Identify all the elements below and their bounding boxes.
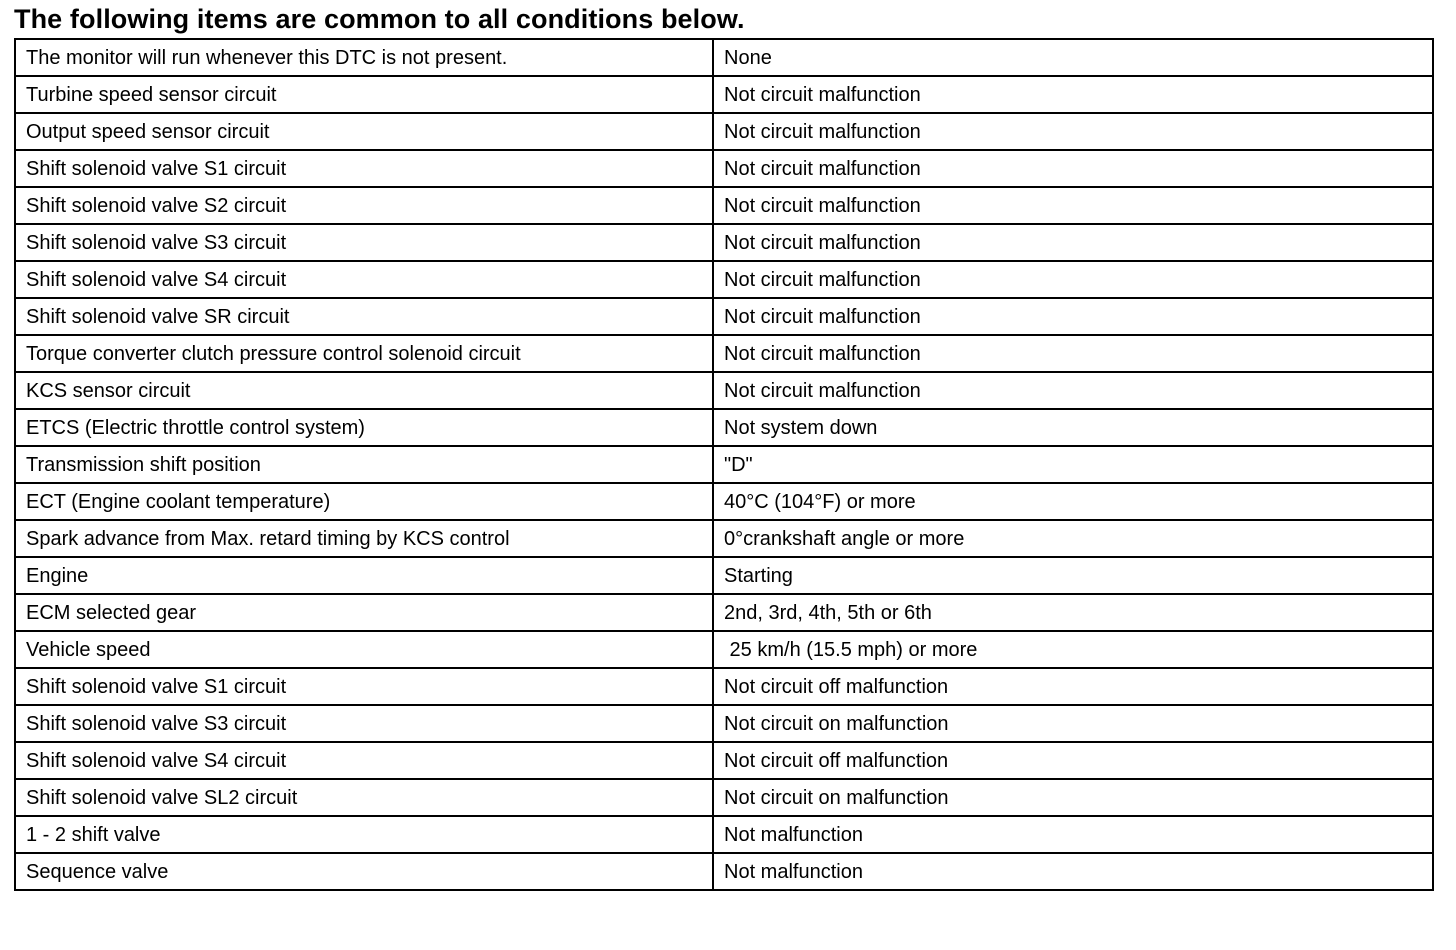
table-row bbox=[15, 483, 1433, 520]
condition-cell: Not malfunction bbox=[713, 816, 1433, 853]
condition-cell: 25 km/h (15.5 mph) or more bbox=[713, 631, 1433, 668]
item-cell: 1 - 2 shift valve bbox=[15, 816, 713, 853]
table-row bbox=[15, 446, 1433, 483]
table-row bbox=[15, 372, 1433, 409]
item-cell: Shift solenoid valve S1 circuit bbox=[15, 668, 713, 705]
item-cell: Sequence valve bbox=[15, 853, 713, 890]
item-cell: Shift solenoid valve S3 circuit bbox=[15, 224, 713, 261]
item-cell: Shift solenoid valve S4 circuit bbox=[15, 261, 713, 298]
condition-cell: 40°C (104°F) or more bbox=[713, 483, 1433, 520]
condition-cell: Not circuit on malfunction bbox=[713, 705, 1433, 742]
condition-cell: Not circuit malfunction bbox=[713, 335, 1433, 372]
table-row bbox=[15, 335, 1433, 372]
item-cell: Shift solenoid valve S2 circuit bbox=[15, 187, 713, 224]
condition-cell: Not malfunction bbox=[713, 853, 1433, 890]
table-row bbox=[15, 150, 1433, 187]
item-cell: ETCS (Electric throttle control system) bbox=[15, 409, 713, 446]
table-row bbox=[15, 187, 1433, 224]
page-title: The following items are common to all conditions below. bbox=[14, 4, 745, 34]
table-row bbox=[15, 298, 1433, 335]
item-cell: KCS sensor circuit bbox=[15, 372, 713, 409]
item-cell: Output speed sensor circuit bbox=[15, 113, 713, 150]
condition-cell: Not circuit malfunction bbox=[713, 113, 1433, 150]
table-row bbox=[15, 409, 1433, 446]
conditions-table bbox=[14, 38, 1434, 891]
table-row bbox=[15, 39, 1433, 76]
condition-cell: Not circuit malfunction bbox=[713, 372, 1433, 409]
item-cell: Spark advance from Max. retard timing by KCS control bbox=[15, 520, 713, 557]
condition-cell: Not circuit malfunction bbox=[713, 187, 1433, 224]
table-row bbox=[15, 853, 1433, 890]
item-cell: ECT (Engine coolant temperature) bbox=[15, 483, 713, 520]
item-cell: Turbine speed sensor circuit bbox=[15, 76, 713, 113]
condition-cell: Not system down bbox=[713, 409, 1433, 446]
condition-cell: Not circuit malfunction bbox=[713, 76, 1433, 113]
item-cell: Shift solenoid valve S3 circuit bbox=[15, 705, 713, 742]
condition-cell: Not circuit off malfunction bbox=[713, 742, 1433, 779]
item-cell: Shift solenoid valve S1 circuit bbox=[15, 150, 713, 187]
table-row bbox=[15, 779, 1433, 816]
table-row bbox=[15, 224, 1433, 261]
table-row bbox=[15, 668, 1433, 705]
table-row bbox=[15, 113, 1433, 150]
condition-cell: Not circuit on malfunction bbox=[713, 779, 1433, 816]
item-cell: Torque converter clutch pressure control solenoid circuit bbox=[15, 335, 713, 372]
item-cell: Engine bbox=[15, 557, 713, 594]
condition-cell: 2nd, 3rd, 4th, 5th or 6th bbox=[713, 594, 1433, 631]
condition-cell: Not circuit malfunction bbox=[713, 298, 1433, 335]
item-cell: ECM selected gear bbox=[15, 594, 713, 631]
table-row bbox=[15, 705, 1433, 742]
table-row bbox=[15, 261, 1433, 298]
table-row bbox=[15, 631, 1433, 668]
condition-cell: Not circuit off malfunction bbox=[713, 668, 1433, 705]
table-row bbox=[15, 76, 1433, 113]
table-body bbox=[15, 39, 1433, 890]
condition-cell: Not circuit malfunction bbox=[713, 224, 1433, 261]
item-cell: The monitor will run whenever this DTC is not present. bbox=[15, 39, 713, 76]
condition-cell: Not circuit malfunction bbox=[713, 150, 1433, 187]
condition-cell: Starting bbox=[713, 557, 1433, 594]
condition-cell: "D" bbox=[713, 446, 1433, 483]
table-row bbox=[15, 557, 1433, 594]
item-cell: Shift solenoid valve S4 circuit bbox=[15, 742, 713, 779]
condition-cell: None bbox=[713, 39, 1433, 76]
item-cell: Vehicle speed bbox=[15, 631, 713, 668]
table-row bbox=[15, 742, 1433, 779]
table-row bbox=[15, 520, 1433, 557]
table-row bbox=[15, 594, 1433, 631]
item-cell: Shift solenoid valve SL2 circuit bbox=[15, 779, 713, 816]
table-row bbox=[15, 816, 1433, 853]
condition-cell: Not circuit malfunction bbox=[713, 261, 1433, 298]
condition-cell: 0°crankshaft angle or more bbox=[713, 520, 1433, 557]
item-cell: Transmission shift position bbox=[15, 446, 713, 483]
item-cell: Shift solenoid valve SR circuit bbox=[15, 298, 713, 335]
